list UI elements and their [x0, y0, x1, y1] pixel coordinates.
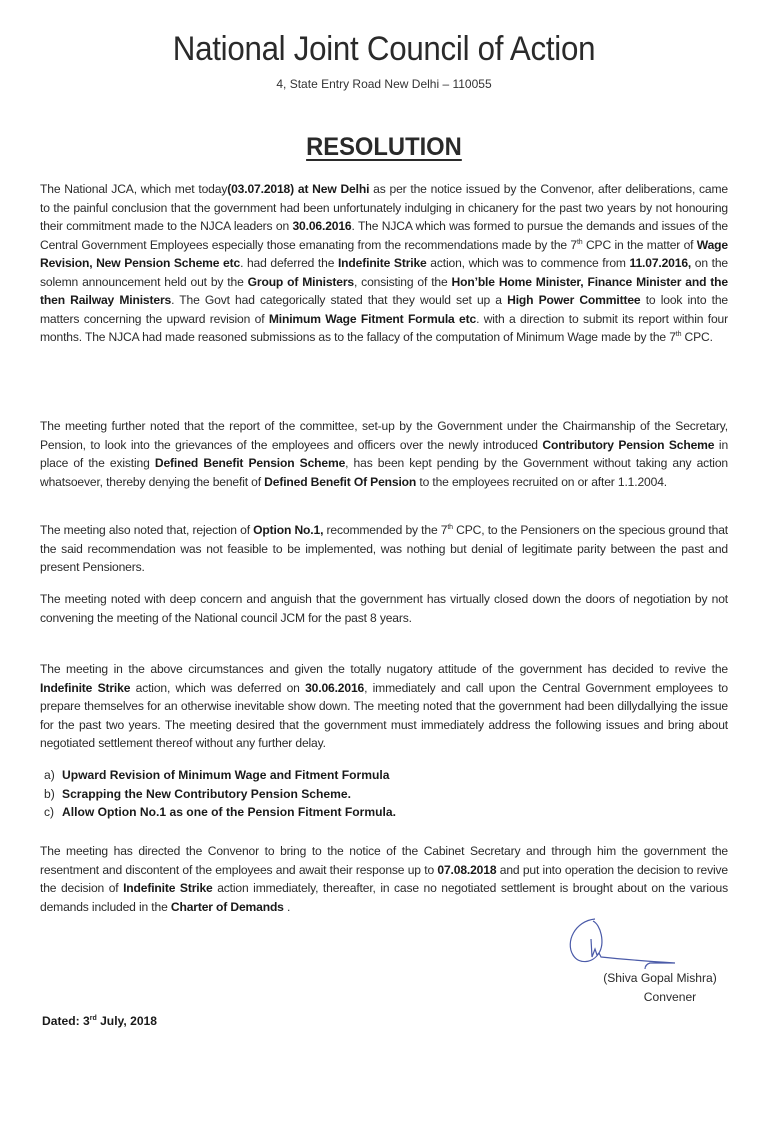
date-prefix: Dated: 3 [42, 1014, 90, 1028]
resolution-heading: RESOLUTION [306, 133, 462, 161]
paragraph-jcm-negotiation: The meeting noted with deep concern and anguish that the government has virtually closed down the doors of negotiation by not convening the meeting of the National council JCM for the past 8 years. [40, 592, 728, 625]
date-ordinal: rd [89, 1014, 97, 1022]
organization-name: National Joint Council of Action [172, 30, 596, 68]
paragraph-strike-revival: The meeting in the above circumstances and given the totally nugatory attitude of the government has decided to revive the Indefinite Strike action, which was deferred on 30.06.2016, immediately and call upon the Central Government employees to prepare themselves for an otherwise inevitable show down. The meeting noted that the government had been dillydallying the issue for the past two years. The meeting desired that the government must immediately address the following issues and bring about negotiated settlement thereof without any further delay. [40, 662, 728, 750]
demand-text: Allow Option No.1 as one of the Pension Fitment Formula. [62, 805, 396, 819]
demand-marker: a) [44, 768, 55, 782]
demand-item [44, 785, 644, 804]
organization-address: 4, State Entry Road New Delhi – 110055 [276, 77, 492, 91]
demand-text: Scrapping the New Contributory Pension Scheme. [62, 786, 351, 801]
paragraph-pension-committee: The meeting further noted that the report of the committee, set-up by the Government under the Chairmanship of the Secretary, Pension, to look into the grievances of the employees and officers over the newly introduced Contributory Pension Scheme in place of the existing Defined Benefit Pension Scheme, has been kept pending by the Government without taking any action whatsoever, thereby denying the benefit of Defined Benefit Of Pension to the employees recruited on or after 1.1.2004. [40, 419, 729, 489]
signature-icon [565, 917, 715, 972]
signatory-name: (Shiva Gopal Mishra) [603, 971, 717, 985]
demand-item [44, 766, 644, 785]
demands-list [44, 766, 644, 822]
date-suffix: July, 2018 [96, 1014, 158, 1028]
demand-text: Upward Revision of Minimum Wage and Fitment Formula [62, 768, 390, 782]
signatory-role: Convener [643, 990, 697, 1004]
document-title [0, 133, 768, 162]
demand-marker: b) [44, 786, 55, 801]
demand-item [44, 803, 644, 822]
paragraph-meeting-summary: The National JCA, which met today(03.07.2018) at New Delhi as per the notice issued by the Convenor, after deliberations, came to the painful conclusion that the government had been unfortunately indulging in chicanery for the past two years by not honouring their commitment made to the NJCA leaders on 30.06.2016. The NJCA which was formed to pursue the demands and issues of the Central Government Employees especially those emanating from the recommendations made by the 7th CPC in the matter of Wage Revision, New Pension Scheme etc. had deferred the Indefinite Strike action, which was to commence from 11.07.2016, on the solemn announcement held out by the Group of Ministers, consisting of the Hon’ble Home Minister, Finance Minister and the then Railway Ministers. The Govt had categorically stated that they would set up a High Power Committee to look into the matters concerning the upward revision of Minimum Wage Fitment Formula etc. with a direction to submit its report within four months. The NJCA had made reasoned submissions as to the fallacy of the computation of Minimum Wage made by the 7th CPC. [40, 182, 729, 344]
demand-marker: c) [44, 805, 55, 819]
paragraph-directive: The meeting has directed the Convenor to bring to the notice of the Cabinet Secretary and through him the government the resentment and discontent of the employees and await their response up to 07.08.2018 and put into operation the decision to revive the decision of Indefinite Strike action immediately, thereafter, in case no negotiated settlement is brought about on the various demands included in the Charter of Demands . [40, 844, 728, 914]
paragraph-option-no1: The meeting also noted that, rejection of Option No.1, recommended by the 7th CPC, to the Pensioners on the specious ground that the said recommendation was not feasible to be implemented, was nothing but denial of legitimate parity between the past and present Pensioners. [40, 523, 728, 574]
document-date [42, 1014, 157, 1028]
